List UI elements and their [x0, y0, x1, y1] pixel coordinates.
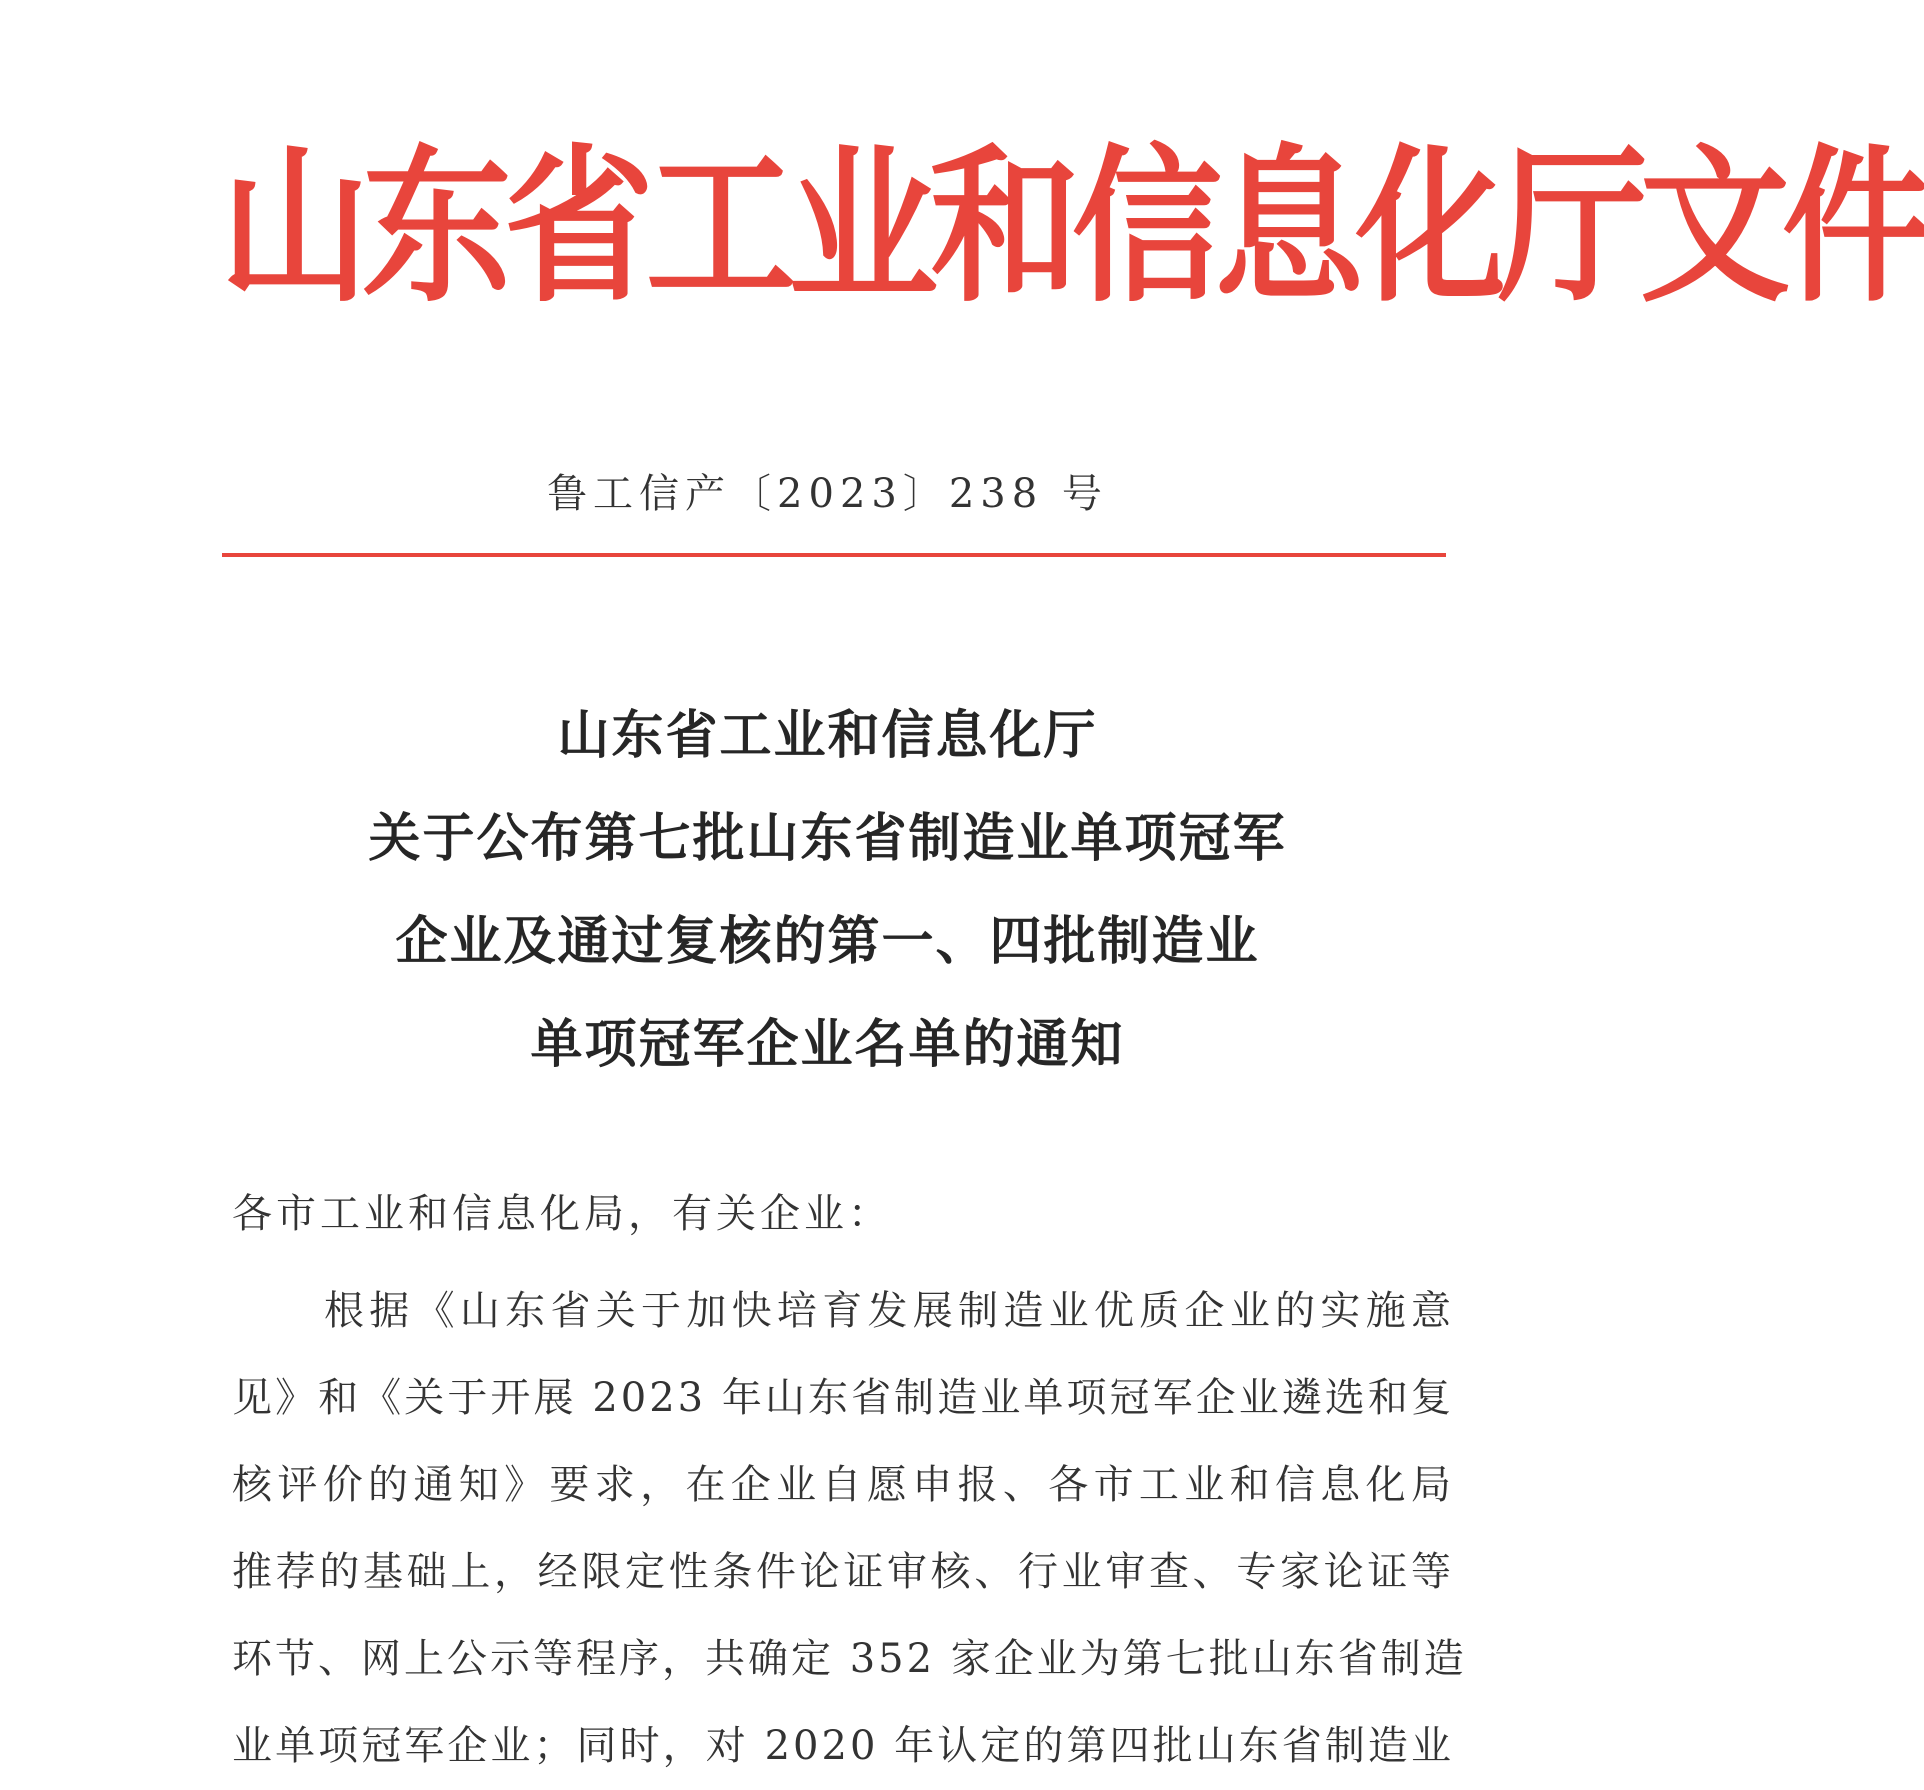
masthead-title: 山东省工业和信息化厅文件	[220, 130, 1924, 326]
notice-title-line: 单项冠军企业名单的通知	[530, 1015, 1125, 1075]
body-line: 业单项冠军企业；同时，对 2020 年认定的第四批山东省制造业	[232, 1723, 1454, 1769]
body-line: 根据《山东省关于加快培育发展制造业优质企业的实施意	[324, 1288, 1454, 1334]
notice-title-line: 企业及通过复核的第一、四批制造业	[395, 912, 1260, 972]
notice-title	[0, 685, 1655, 1097]
notice-title-line: 关于公布第七批山东省制造业单项冠军	[368, 809, 1287, 869]
body-line: 推荐的基础上，经限定性条件论证审核、行业审查、专家论证等	[232, 1549, 1454, 1595]
notice-title-line: 山东省工业和信息化厅	[557, 706, 1098, 766]
salutation: 各市工业和信息化局，有关企业：	[232, 1191, 892, 1237]
red-divider-line	[222, 553, 1446, 557]
document-number: 鲁工信产〔2023〕238 号	[547, 471, 1108, 517]
body-paragraph	[232, 1268, 1467, 1790]
body-line: 核评价的通知》要求，在企业自愿申报、各市工业和信息化局	[232, 1462, 1454, 1508]
body-line: 环节、网上公示等程序，共确定 352 家企业为第七批山东省制造	[232, 1636, 1467, 1682]
body-line: 见》和《关于开展 2023 年山东省制造业单项冠军企业遴选和复	[232, 1375, 1454, 1421]
